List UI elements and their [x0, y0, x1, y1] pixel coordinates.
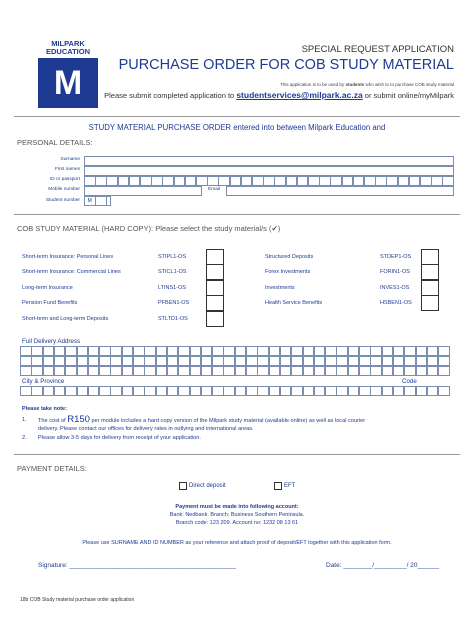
id-digit-cell[interactable]	[420, 176, 432, 186]
reference-instructions: Please use SURNAME AND ID NUMBER as your reference and attach proof of deposit/EFT together with this application form.	[82, 540, 392, 546]
address-char-cell[interactable]	[212, 366, 224, 376]
address-char-cell[interactable]	[223, 356, 235, 366]
address-char-cell[interactable]	[314, 356, 326, 366]
id-digit-cell[interactable]	[230, 176, 242, 186]
city-char-cell[interactable]	[43, 386, 55, 396]
student-digit-cell[interactable]	[95, 196, 107, 206]
material-code: STDEP1-OS	[380, 254, 412, 260]
student-number-cells[interactable]	[84, 196, 112, 205]
address-char-cell[interactable]	[65, 356, 77, 366]
material-code: STLTD1-OS	[158, 316, 188, 322]
address-char-cell[interactable]	[382, 346, 394, 356]
address-char-cell[interactable]	[291, 366, 303, 376]
address-char-cell[interactable]	[144, 346, 156, 356]
address-char-cell[interactable]	[359, 356, 371, 366]
material-code: INVES1-OS	[380, 285, 410, 291]
address-char-cell[interactable]	[438, 346, 450, 356]
address-char-cell[interactable]	[257, 366, 269, 376]
address-char-cell[interactable]	[144, 366, 156, 376]
city-char-cell[interactable]	[77, 386, 89, 396]
address-char-cell[interactable]	[303, 366, 315, 376]
city-char-cell[interactable]	[280, 386, 292, 396]
material-checkbox[interactable]	[206, 295, 224, 311]
material-code: HSBEN1-OS	[380, 300, 412, 306]
city-char-cell[interactable]	[99, 386, 111, 396]
city-char-cell[interactable]	[178, 386, 190, 396]
surname-label: Surname	[60, 157, 80, 162]
note-1-rest: per module includes a hard copy version of the Milpark study material (available online) as well as local courier	[89, 418, 366, 424]
student-digit-cell[interactable]	[106, 196, 111, 206]
address-char-cell[interactable]	[167, 346, 179, 356]
address-char-cell[interactable]	[438, 356, 450, 366]
address-char-cell[interactable]	[99, 366, 111, 376]
id-digit-cell[interactable]	[118, 176, 130, 186]
first-names-field[interactable]	[84, 166, 454, 176]
city-char-cell[interactable]	[201, 386, 213, 396]
address-char-cell[interactable]	[110, 356, 122, 366]
city-char-cell[interactable]	[382, 386, 394, 396]
address-char-cell[interactable]	[190, 356, 202, 366]
city-char-cell[interactable]	[325, 386, 337, 396]
address-char-cell[interactable]	[348, 366, 360, 376]
id-digit-cell[interactable]	[386, 176, 398, 186]
intro-text: STUDY MATERIAL PURCHASE ORDER entered into between Milpark Education and	[88, 123, 386, 132]
direct-deposit-label: Direct deposit	[189, 483, 226, 489]
address-char-cell[interactable]	[65, 346, 77, 356]
address-char-cell[interactable]	[382, 366, 394, 376]
address-char-cell[interactable]	[88, 356, 100, 366]
id-passport-label: ID or passport	[49, 177, 80, 182]
city-char-cell[interactable]	[246, 386, 258, 396]
address-char-cell[interactable]	[348, 356, 360, 366]
address-char-cell[interactable]	[314, 366, 326, 376]
first-names-label: First names	[54, 167, 80, 172]
city-char-cell[interactable]	[427, 386, 439, 396]
address-char-cell[interactable]	[20, 356, 32, 366]
address-char-cell[interactable]	[122, 366, 134, 376]
address-char-cell[interactable]	[88, 346, 100, 356]
address-char-cell[interactable]	[246, 366, 258, 376]
address-char-cell[interactable]	[257, 356, 269, 366]
address-char-cell[interactable]	[20, 366, 32, 376]
note-1-prefix: The cost of	[38, 418, 68, 424]
payment-details-heading: PAYMENT DETAILS:	[17, 464, 87, 473]
material-code: LTINS1-OS	[158, 285, 187, 291]
address-char-cell[interactable]	[201, 356, 213, 366]
id-digit-cell[interactable]	[409, 176, 421, 186]
address-char-cell[interactable]	[280, 366, 292, 376]
usage-note-bold: students	[345, 82, 365, 87]
address-char-cell[interactable]	[178, 346, 190, 356]
address-char-cell[interactable]	[31, 346, 43, 356]
id-digit-cell[interactable]	[106, 176, 118, 186]
date-line[interactable]: Date: ________/_________/ 20______	[326, 562, 440, 569]
id-digit-cell[interactable]	[342, 176, 354, 186]
city-code-cells[interactable]	[20, 386, 450, 396]
material-label: Short-term Insurance: Personal Lines	[22, 254, 114, 260]
cob-heading: COB STUDY MATERIAL (HARD COPY): Please select the study material/s (✔)	[17, 224, 281, 233]
address-char-cell[interactable]	[314, 346, 326, 356]
address-char-cell[interactable]	[156, 366, 168, 376]
material-label: Short-term and Long-term Deposits	[22, 316, 109, 322]
city-char-cell[interactable]	[291, 386, 303, 396]
city-char-cell[interactable]	[303, 386, 315, 396]
city-char-cell[interactable]	[212, 386, 224, 396]
address-char-cell[interactable]	[370, 346, 382, 356]
address-char-cell[interactable]	[359, 366, 371, 376]
address-char-cell[interactable]	[88, 366, 100, 376]
address-char-cell[interactable]	[20, 346, 32, 356]
address-char-cell[interactable]	[404, 346, 416, 356]
address-char-cell[interactable]	[223, 366, 235, 376]
address-char-cell[interactable]	[427, 366, 439, 376]
divider	[14, 454, 460, 455]
page-title: PURCHASE ORDER FOR COB STUDY MATERIAL	[118, 57, 454, 73]
address-char-cell[interactable]	[190, 346, 202, 356]
city-char-cell[interactable]	[156, 386, 168, 396]
address-char-cell[interactable]	[190, 366, 202, 376]
address-char-cell[interactable]	[77, 346, 89, 356]
note-1-number: 1.	[22, 417, 27, 423]
address-char-cell[interactable]	[325, 366, 337, 376]
id-digit-cell[interactable]	[442, 176, 454, 186]
footer-doc-name: 18b COB Study material purchase order application	[20, 597, 135, 603]
city-char-cell[interactable]	[235, 386, 247, 396]
city-char-cell[interactable]	[65, 386, 77, 396]
id-digit-cell[interactable]	[364, 176, 376, 186]
city-char-cell[interactable]	[133, 386, 145, 396]
student-prefix-cell: M	[84, 196, 96, 206]
personal-details-heading: PERSONAL DETAILS:	[17, 138, 93, 147]
address-char-cell[interactable]	[393, 356, 405, 366]
address-char-cell[interactable]	[246, 346, 258, 356]
address-char-cell[interactable]	[336, 346, 348, 356]
address-char-cell[interactable]	[110, 366, 122, 376]
id-digit-cell[interactable]	[263, 176, 275, 186]
id-digit-cell[interactable]	[319, 176, 331, 186]
material-label: Forex Investments	[265, 269, 311, 275]
address-char-cell[interactable]	[303, 346, 315, 356]
usage-note-prefix: This application is to be used by	[280, 82, 346, 87]
address-char-cell[interactable]	[438, 366, 450, 376]
direct-deposit-checkbox[interactable]	[179, 482, 187, 490]
id-digit-cell[interactable]	[162, 176, 174, 186]
id-passport-cells[interactable]	[84, 176, 454, 185]
address-char-cell[interactable]	[382, 356, 394, 366]
material-label: Investments	[265, 285, 295, 291]
address-char-cell[interactable]	[65, 366, 77, 376]
address-char-cell[interactable]	[427, 356, 439, 366]
address-char-cell[interactable]	[212, 346, 224, 356]
divider	[14, 214, 460, 215]
email-field[interactable]	[226, 186, 454, 196]
payment-account-heading: Payment must be made into following account:	[175, 504, 299, 510]
address-char-cell[interactable]	[156, 356, 168, 366]
address-char-cell[interactable]	[246, 356, 258, 366]
id-digit-cell[interactable]	[140, 176, 152, 186]
divider	[14, 116, 460, 117]
address-char-cell[interactable]	[77, 366, 89, 376]
address-char-cell[interactable]	[77, 356, 89, 366]
material-checkbox[interactable]	[421, 295, 439, 311]
address-char-cell[interactable]	[393, 366, 405, 376]
mobile-label: Mobile number	[48, 187, 80, 192]
city-char-cell[interactable]	[54, 386, 66, 396]
material-label: Structured Deposits	[265, 254, 314, 260]
address-char-cell[interactable]	[110, 346, 122, 356]
city-char-cell[interactable]	[438, 386, 450, 396]
submit-instructions	[104, 90, 454, 100]
note-1-price: R150	[67, 414, 90, 425]
address-char-cell[interactable]	[235, 356, 247, 366]
id-digit-cell[interactable]	[375, 176, 387, 186]
email-label: Email	[208, 187, 220, 192]
address-char-cell[interactable]	[336, 356, 348, 366]
id-digit-cell[interactable]	[297, 176, 309, 186]
address-char-cell[interactable]	[427, 346, 439, 356]
address-char-cell[interactable]	[201, 346, 213, 356]
city-char-cell[interactable]	[336, 386, 348, 396]
city-char-cell[interactable]	[190, 386, 202, 396]
material-code: FORIN1-OS	[380, 269, 410, 275]
address-char-cell[interactable]	[269, 346, 281, 356]
id-digit-cell[interactable]	[274, 176, 286, 186]
special-request-label: SPECIAL REQUEST APPLICATION	[301, 44, 454, 55]
address-char-cell[interactable]	[133, 356, 145, 366]
address-char-cell[interactable]	[393, 346, 405, 356]
address-char-cell[interactable]	[133, 346, 145, 356]
city-char-cell[interactable]	[269, 386, 281, 396]
logo-mark: M	[38, 58, 98, 108]
address-char-cell[interactable]	[223, 346, 235, 356]
address-char-cell[interactable]	[257, 346, 269, 356]
note-1-text	[38, 414, 458, 425]
city-char-cell[interactable]	[88, 386, 100, 396]
city-char-cell[interactable]	[314, 386, 326, 396]
address-char-cell[interactable]	[31, 366, 43, 376]
id-digit-cell[interactable]	[151, 176, 163, 186]
address-char-cell[interactable]	[291, 356, 303, 366]
id-digit-cell[interactable]	[95, 176, 107, 186]
city-char-cell[interactable]	[393, 386, 405, 396]
address-char-cell[interactable]	[235, 366, 247, 376]
city-char-cell[interactable]	[110, 386, 122, 396]
address-char-cell[interactable]	[325, 346, 337, 356]
usage-note-suffix: who wish to to purchase COB study material	[364, 82, 454, 87]
delivery-address-label: Full Delivery Address	[22, 338, 81, 345]
id-digit-cell[interactable]	[353, 176, 365, 186]
address-char-cell[interactable]	[280, 356, 292, 366]
address-char-cell[interactable]	[416, 366, 428, 376]
material-label: Short-term Insurance: Commercial Lines	[22, 269, 121, 275]
address-char-cell[interactable]	[144, 356, 156, 366]
material-code: STIPL1-OS	[158, 254, 187, 260]
surname-field[interactable]	[84, 156, 454, 166]
address-char-cell[interactable]	[212, 356, 224, 366]
address-char-cell[interactable]	[133, 366, 145, 376]
address-char-cell[interactable]	[99, 356, 111, 366]
address-char-cell[interactable]	[416, 346, 428, 356]
id-digit-cell[interactable]	[398, 176, 410, 186]
city-char-cell[interactable]	[416, 386, 428, 396]
city-char-cell[interactable]	[359, 386, 371, 396]
city-char-cell[interactable]	[31, 386, 43, 396]
material-checkbox[interactable]	[206, 311, 224, 327]
address-char-cell[interactable]	[291, 346, 303, 356]
city-char-cell[interactable]	[404, 386, 416, 396]
material-label: Health Service Benefits	[265, 300, 323, 306]
usage-note	[280, 82, 454, 87]
material-checkbox[interactable]	[421, 249, 439, 265]
submit-email-link[interactable]: studentservices@milpark.ac.za	[236, 90, 363, 100]
mobile-field[interactable]	[84, 186, 202, 196]
id-digit-cell[interactable]	[330, 176, 342, 186]
address-char-cell[interactable]	[269, 356, 281, 366]
delivery-address-cells[interactable]	[20, 346, 450, 376]
address-char-cell[interactable]	[201, 366, 213, 376]
id-digit-cell[interactable]	[252, 176, 264, 186]
id-digit-cell[interactable]	[129, 176, 141, 186]
id-digit-cell[interactable]	[196, 176, 208, 186]
address-char-cell[interactable]	[269, 366, 281, 376]
address-char-cell[interactable]	[370, 366, 382, 376]
id-digit-cell[interactable]	[308, 176, 320, 186]
code-label: Code	[402, 378, 417, 385]
address-char-cell[interactable]	[178, 356, 190, 366]
city-char-cell[interactable]	[122, 386, 134, 396]
address-char-cell[interactable]	[156, 346, 168, 356]
address-char-cell[interactable]	[99, 346, 111, 356]
material-code: PFBEN1-OS	[158, 300, 190, 306]
material-checkbox[interactable]	[206, 249, 224, 265]
note-1-line-2: delivery. Please contact our offices for delivery rates in outlying and international areas.	[38, 426, 254, 432]
material-label: Pension Fund Benefits	[22, 300, 78, 306]
address-char-cell[interactable]	[43, 346, 55, 356]
address-char-cell[interactable]	[122, 346, 134, 356]
material-checkbox[interactable]	[206, 280, 224, 296]
id-digit-cell[interactable]	[241, 176, 253, 186]
address-char-cell[interactable]	[167, 366, 179, 376]
address-char-cell[interactable]	[325, 356, 337, 366]
address-char-cell[interactable]	[43, 366, 55, 376]
address-char-cell[interactable]	[31, 356, 43, 366]
signature-line[interactable]: Signature: ______________________________________________	[38, 562, 236, 569]
city-char-cell[interactable]	[257, 386, 269, 396]
id-digit-cell[interactable]	[286, 176, 298, 186]
branch-account-details: Branch code: 123 209. Account no: 1232 08 13 61	[175, 520, 299, 526]
address-char-cell[interactable]	[303, 356, 315, 366]
material-checkbox[interactable]	[206, 264, 224, 280]
address-char-cell[interactable]	[404, 366, 416, 376]
city-char-cell[interactable]	[370, 386, 382, 396]
material-code: STICL1-OS	[158, 269, 187, 275]
note-2-text: Please allow 3-5 days for delivery from receipt of your application.	[38, 435, 201, 441]
address-char-cell[interactable]	[122, 356, 134, 366]
address-char-cell[interactable]	[359, 346, 371, 356]
city-province-label: City & Province	[22, 378, 65, 385]
city-char-cell[interactable]	[223, 386, 235, 396]
address-char-cell[interactable]	[348, 346, 360, 356]
address-char-cell[interactable]	[280, 346, 292, 356]
address-char-cell[interactable]	[416, 356, 428, 366]
address-char-cell[interactable]	[336, 366, 348, 376]
logo-text: MILPARK EDUCATION	[45, 39, 91, 56]
student-number-label: Student number	[45, 198, 80, 203]
note-2-number: 2.	[22, 435, 27, 441]
address-char-cell[interactable]	[54, 346, 66, 356]
id-digit-cell[interactable]	[174, 176, 186, 186]
material-checkbox[interactable]	[421, 264, 439, 280]
address-char-cell[interactable]	[54, 356, 66, 366]
material-checkbox[interactable]	[421, 280, 439, 296]
take-note-title: Please take note:	[22, 406, 67, 412]
address-char-cell[interactable]	[54, 366, 66, 376]
submit-suffix: or submit online/myMilpark	[362, 91, 454, 100]
address-char-cell[interactable]	[167, 356, 179, 366]
id-digit-cell[interactable]	[185, 176, 197, 186]
city-char-cell[interactable]	[144, 386, 156, 396]
address-char-cell[interactable]	[43, 356, 55, 366]
submit-prefix: Please submit completed application to	[104, 91, 237, 100]
city-char-cell[interactable]	[167, 386, 179, 396]
eft-checkbox[interactable]	[274, 482, 282, 490]
eft-label: EFT	[284, 483, 296, 489]
id-digit-cell[interactable]	[207, 176, 219, 186]
id-digit-cell[interactable]	[431, 176, 443, 186]
city-char-cell[interactable]	[348, 386, 360, 396]
address-char-cell[interactable]	[178, 366, 190, 376]
material-label: Long-term Insurance	[22, 285, 73, 291]
id-digit-cell[interactable]	[84, 176, 96, 186]
id-digit-cell[interactable]	[218, 176, 230, 186]
bank-details: Bank: Nedbank. Branch: Business Southern Peninsula.	[169, 512, 305, 518]
city-char-cell[interactable]	[20, 386, 32, 396]
address-char-cell[interactable]	[404, 356, 416, 366]
address-char-cell[interactable]	[370, 356, 382, 366]
address-char-cell[interactable]	[235, 346, 247, 356]
